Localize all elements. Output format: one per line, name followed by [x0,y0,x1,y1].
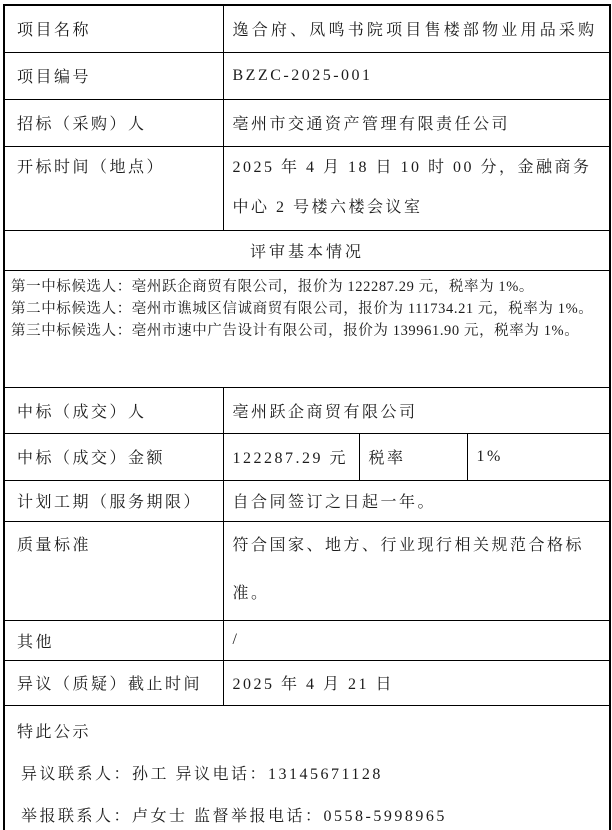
objection-deadline-label: 异议（质疑）截止时间 [4,660,223,705]
quality-label: 质量标准 [4,521,223,620]
project-number-label: 项目编号 [4,52,223,99]
project-name-value: 逸合府、凤鸣书院项目售楼部物业用品采购 [223,5,610,52]
row-other [4,620,610,660]
objection-deadline-value: 2025 年 4 月 21 日 [223,660,610,705]
review-section-title: 评审基本情况 [4,230,610,270]
row-bid-opening [4,146,610,230]
row-candidates [4,270,610,387]
project-number-value: BZZC-2025-001 [223,52,610,99]
other-label: 其他 [4,620,223,660]
footer-cell [4,705,610,830]
tax-rate-label: 税率 [359,433,467,480]
row-duration [4,480,610,521]
amount-value: 122287.29 元 [223,433,359,480]
row-project-name [4,5,610,52]
notice-statement: 特此公示 [17,723,92,741]
winner-label: 中标（成交）人 [4,387,223,433]
row-winner [4,387,610,433]
row-footer [4,705,610,830]
bid-opening-label: 开标时间（地点） [4,146,223,230]
row-objection-deadline [4,660,610,705]
other-value: / [223,620,610,660]
row-amount [4,433,610,480]
candidate-second: 第二中标候选人：亳州市谯城区信诚商贸有限公司，报价为 111734.21 元，税率为 1%。 [11,300,594,317]
duration-label: 计划工期（服务期限） [4,480,223,521]
purchaser-value: 亳州市交通资产管理有限责任公司 [223,99,610,146]
objection-contact: 异议联系人：孙工 异议电话：13145671128 [21,765,383,783]
row-project-number [4,52,610,99]
candidate-third: 第三中标候选人：亳州市速中广告设计有限公司，报价为 139961.90 元，税率为 1%。 [11,322,580,339]
report-contact: 举报联系人：卢女士 监督举报电话：0558-5998965 [21,807,447,825]
row-review-header [4,230,610,270]
candidates-cell [4,270,610,387]
project-name-label: 项目名称 [4,5,223,52]
row-purchaser [4,99,610,146]
candidate-first: 第一中标候选人：亳州跃企商贸有限公司，报价为 122287.29 元，税率为 1%。 [11,278,535,295]
purchaser-label: 招标（采购）人 [4,99,223,146]
amount-label: 中标（成交）金额 [4,433,223,480]
winner-value: 亳州跃企商贸有限公司 [223,387,610,433]
tax-rate-value: 1% [467,433,610,480]
quality-value: 符合国家、地方、行业现行相关规范合格标准。 [223,521,610,620]
row-quality [4,521,610,620]
bid-opening-value: 2025 年 4 月 18 日 10 时 00 分，金融商务中心 2 号楼六楼会议室 [223,146,610,230]
duration-value: 自合同签订之日起一年。 [223,480,610,521]
announcement-table [3,4,611,830]
